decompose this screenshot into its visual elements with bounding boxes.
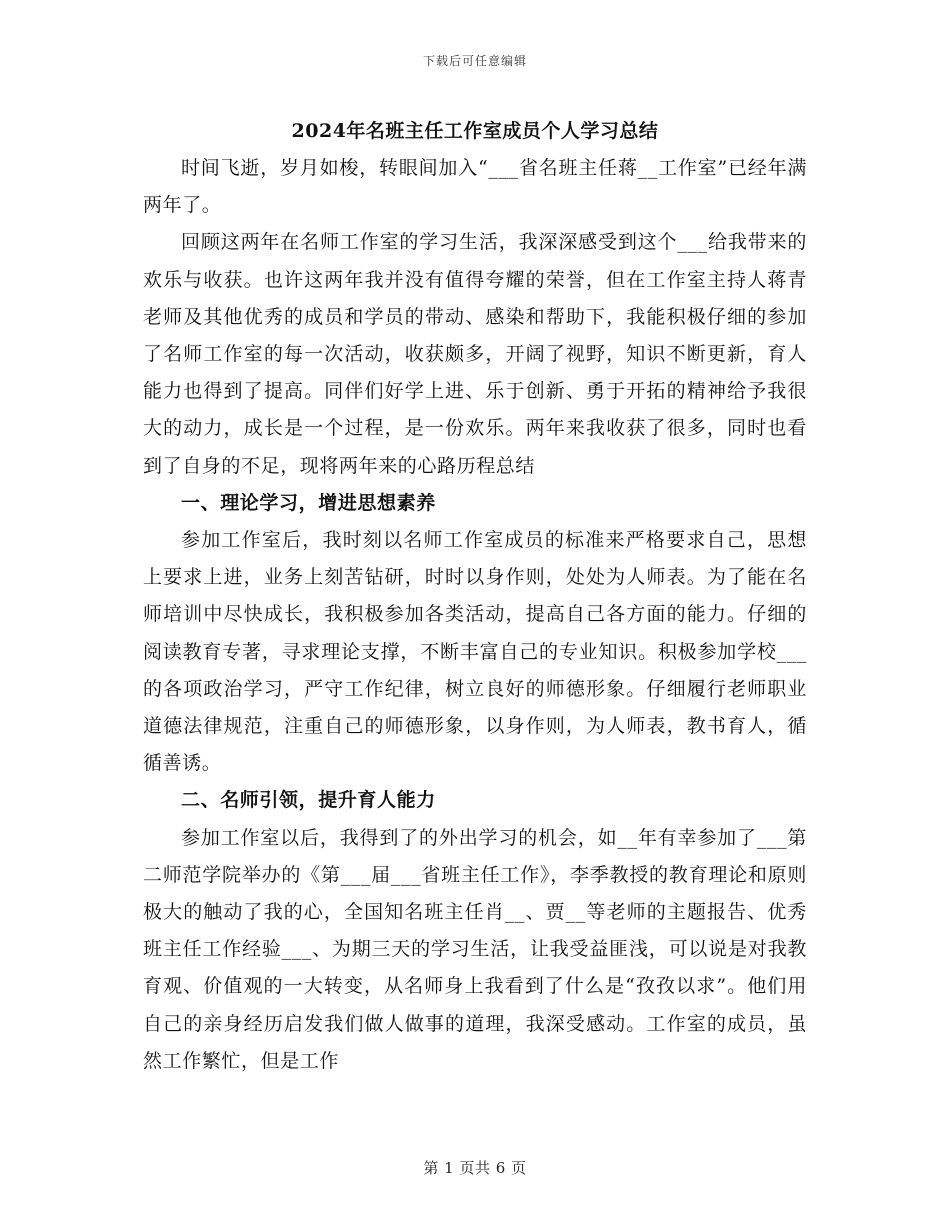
intro-paragraph-2: 回顾这两年在名师工作室的学习生活，我深深感受到这个___给我带来的欢乐与收获。也许这两年我并没有值得夸耀的荣誉，但在工作室主持人蒋青老师及其他优秀的成员和学员的带动、感染和帮助下，我能积极仔细的参加了名师工作室的每一次活动，收获颇多，开阔了视野，知识不断更新，育人能力也得到了提高。同伴们好学上进、乐于创新、勇于开拓的精神给予我很大的动力，成长是一个过程，是一份欢乐。两年来我收获了很多，同时也看到了自身的不足，现将两年来的心路历程总结 — [143, 231, 807, 477]
document-title: 2024年名班主任工作室成员个人学习总结 — [291, 120, 659, 142]
section-heading-mentor-guidance: 二、名师引领，提升育人能力 — [181, 789, 436, 812]
document-body — [143, 112, 807, 1080]
page-header: 下载后可任意编辑 — [422, 54, 527, 68]
section-2-paragraph: 参加工作室以后，我得到了的外出学习的机会，如__年有幸参加了___第二师范学院举办的《第___届___省班主任工作》，李季教授的教育理论和原则极大的触动了我的心，全国知名班主任肖__、贾__等老师的主题报告、优秀班主任工作经验___、为期三天的学习生活，让我受益匪浅，可以说是对我教育观、价值观的一大转变，从名师身上我看到了什么是“孜孜以求”。他们用自己的亲身经历启发我们做人做事的道理，我深受感动。工作室的成员，虽然工作繁忙，但是工作 — [143, 826, 807, 1072]
section-1-paragraph: 参加工作室后，我时刻以名师工作室成员的标准来严格要求自己，思想上要求上进，业务上刻苦钻研，时时以身作则，处处为人师表。为了能在名师培训中尽快成长，我积极参加各类活动，提高自己各方面的能力。仔细的阅读教育专著，寻求理论支撑，不断丰富自己的专业知识。积极参加学校___的各项政治学习，严守工作纪律，树立良好的师德形象。仔细履行老师职业道德法律规范，注重自己的师德形象，以身作则，为人师表，教书育人，循循善诱。 — [143, 529, 807, 775]
page-number-footer: 第 1 页共 6 页 — [423, 1159, 527, 1177]
section-heading-theory-study: 一、理论学习，增进思想素养 — [181, 491, 436, 514]
intro-paragraph-1: 时间飞逝，岁月如梭，转眼间加入“___省名班主任蒋__工作室”已经年满两年了。 — [143, 157, 807, 217]
